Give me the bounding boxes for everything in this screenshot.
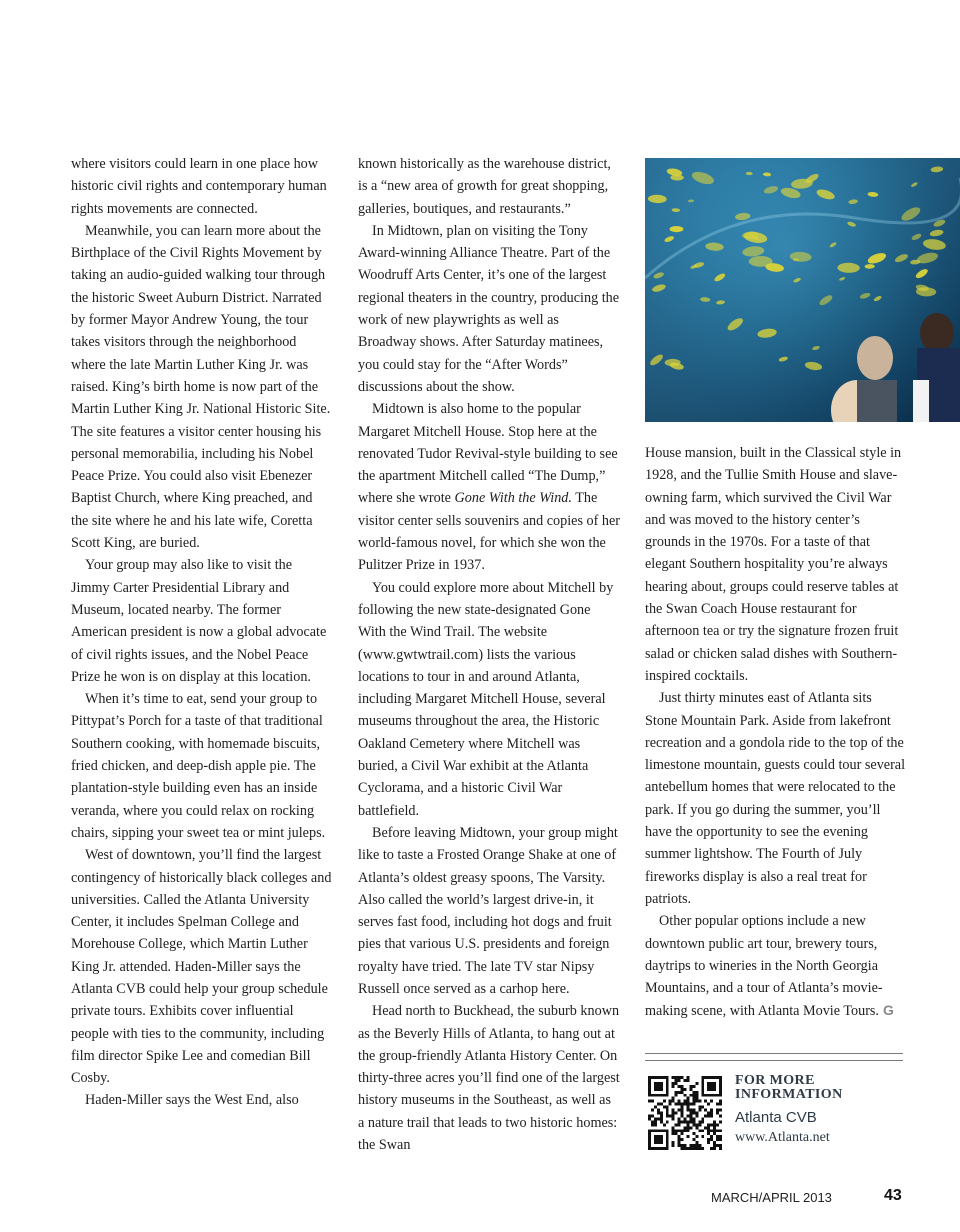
qr-module <box>716 1103 719 1106</box>
article-column-2 <box>358 153 620 1156</box>
issue-date: MARCH/APRIL 2013 <box>711 1190 832 1205</box>
qr-module <box>672 1114 675 1117</box>
qr-module <box>660 1120 663 1123</box>
qr-module <box>707 1141 710 1144</box>
qr-module <box>678 1100 681 1103</box>
paragraph: Haden-Miller says the West End, also <box>85 1092 299 1109</box>
info-heading-line: FOR MORE <box>735 1073 815 1088</box>
qr-module <box>710 1112 713 1115</box>
qr-module <box>710 1138 713 1141</box>
qr-module <box>686 1114 689 1117</box>
qr-module <box>695 1094 698 1097</box>
qr-module <box>692 1123 695 1126</box>
qr-module <box>716 1144 719 1147</box>
qr-module <box>704 1100 707 1103</box>
qr-module <box>672 1097 675 1100</box>
qr-module <box>678 1138 681 1141</box>
qr-module <box>651 1120 654 1123</box>
qr-module <box>678 1135 681 1138</box>
qr-module <box>707 1112 710 1115</box>
qr-module <box>660 1103 663 1106</box>
qr-module <box>701 1129 704 1132</box>
qr-module <box>713 1123 716 1126</box>
qr-module <box>689 1144 692 1147</box>
page-number: 43 <box>884 1187 902 1204</box>
qr-module <box>719 1135 722 1138</box>
qr-module <box>654 1117 657 1120</box>
qr-module <box>707 1103 710 1106</box>
qr-module <box>701 1120 704 1123</box>
qr-module <box>654 1082 663 1091</box>
qr-module <box>692 1091 695 1094</box>
qr-module <box>681 1147 684 1150</box>
qr-module <box>672 1082 675 1085</box>
visitor-body <box>857 380 897 422</box>
qr-module <box>684 1144 687 1147</box>
paragraph: In Midtown, plan on visiting the Tony Award-winning Alliance Theatre. Part of the Woodruff Arts Center, it’s one of the largest regional theaters in the country, producing the work of new playwrights as well as Broadway shows. After Saturday matinees, you could stay for the “After Words” discussions about the show. <box>358 222 620 395</box>
qr-module <box>672 1076 675 1079</box>
qr-module <box>716 1109 719 1112</box>
qr-module <box>681 1132 684 1135</box>
qr-module <box>654 1120 657 1123</box>
qr-module <box>716 1129 719 1132</box>
qr-module <box>698 1129 701 1132</box>
qr-module <box>660 1112 663 1115</box>
qr-module <box>692 1138 695 1141</box>
qr-module <box>675 1103 678 1106</box>
qr-module <box>672 1085 675 1088</box>
qr-module <box>713 1147 716 1150</box>
qr-module <box>675 1076 678 1079</box>
qr-module <box>669 1103 672 1106</box>
qr-module <box>684 1103 687 1106</box>
qr-module <box>707 1129 710 1132</box>
qr-module <box>684 1079 687 1082</box>
qr-module <box>698 1106 701 1109</box>
qr-module <box>695 1141 698 1144</box>
fish <box>670 226 684 232</box>
qr-module <box>692 1097 695 1100</box>
qr-module <box>710 1114 713 1117</box>
qr-module <box>678 1141 681 1144</box>
qr-module <box>707 1082 716 1091</box>
qr-module <box>698 1109 701 1112</box>
visitor-sleeve <box>913 380 929 422</box>
paragraph-text: Other popular options include a new downtown public art tour, brewery tours, daytrips to wineries in the North Georgia Mountains, and a tour of Atlanta’s movie-making scene, with Atlanta Movie Tours. <box>645 913 883 1020</box>
qr-module <box>684 1100 687 1103</box>
qr-module <box>681 1088 684 1091</box>
qr-module <box>686 1147 689 1150</box>
qr-module <box>686 1100 689 1103</box>
qr-module <box>692 1100 695 1103</box>
qr-module <box>719 1100 722 1103</box>
qr-module <box>657 1103 660 1106</box>
qr-module <box>692 1109 695 1112</box>
qr-module <box>704 1126 707 1129</box>
qr-module <box>713 1129 716 1132</box>
paragraph: When it’s time to eat, send your group to Pittypat’s Porch for a taste of that traditional Southern cooking, with homemade biscuits, fried chicken, and deep-dish apple pie. The plantation-style building even has an inside veranda, where you could relax on rocking chairs, sipping your sweet tea or mint juleps. <box>71 691 326 841</box>
qr-module <box>675 1079 678 1082</box>
qr-module <box>681 1144 684 1147</box>
qr-module <box>701 1147 704 1150</box>
qr-module <box>707 1132 710 1135</box>
qr-module <box>672 1112 675 1115</box>
qr-module <box>681 1085 684 1088</box>
info-heading <box>735 1074 915 1102</box>
qr-module <box>713 1141 716 1144</box>
qr-module <box>684 1117 687 1120</box>
qr-module <box>695 1091 698 1094</box>
article-column-3 <box>645 442 907 1023</box>
qr-module <box>707 1138 710 1141</box>
qr-module <box>704 1114 707 1117</box>
paragraph: Meanwhile, you can learn more about the Birthplace of the Civil Rights Movement by taking an audio-guided walking tour through the historic Sweet Auburn District. Narrated by former Mayor Andrew Young, the tour takes visitors through the neighborhood where the late Martin Luther King Jr. was raised. King’s birth home is now part of the Martin Luther King Jr. National Historic Site. The site features a visitor center housing his personal memorabilia, including his Nobel Peace Prize. You could also visit Ebenezer Baptist Church, where King preached, and the site where he and his late wife, Coretta Scott King, are buried. <box>71 222 331 552</box>
qr-module <box>678 1123 681 1126</box>
qr-module <box>692 1094 695 1097</box>
visitor-head <box>920 313 954 353</box>
qr-module <box>666 1120 669 1123</box>
qr-module <box>704 1109 707 1112</box>
qr-module <box>681 1120 684 1123</box>
qr-module <box>681 1106 684 1109</box>
more-info-box <box>648 1074 908 1154</box>
paragraph-text: Midtown is also home to the popular Margaret Mitchell House. Stop here at the renovated Tudor Revival-style building to see the apartment Mitchell called “The Dump,” where she wrote <box>358 401 618 507</box>
qr-module <box>692 1132 695 1135</box>
qr-module <box>719 1138 722 1141</box>
qr-module <box>666 1109 669 1112</box>
qr-module <box>681 1076 684 1079</box>
qr-module <box>678 1144 681 1147</box>
qr-module <box>689 1112 692 1115</box>
qr-module <box>707 1126 710 1129</box>
qr-module <box>719 1109 722 1112</box>
qr-module <box>666 1106 669 1109</box>
qr-module <box>716 1112 719 1115</box>
aquarium-photo <box>645 158 960 422</box>
qr-module <box>692 1117 695 1120</box>
paragraph: Head north to Buckhead, the suburb known as the Beverly Hills of Atlanta, to hang out at the group-friendly Atlanta History Center. On thirty-three acres you’ll find one of the largest history museums in the Southeast, as well as a nature trail that leads to two historic homes: the Swan <box>358 1003 620 1154</box>
qr-module <box>698 1144 701 1147</box>
qr-module <box>672 1100 675 1103</box>
qr-module <box>657 1117 660 1120</box>
qr-module <box>686 1109 689 1112</box>
qr-module <box>695 1112 698 1115</box>
fish <box>749 256 773 267</box>
qr-module <box>695 1114 698 1117</box>
qr-module <box>686 1129 689 1132</box>
qr-module <box>689 1120 692 1123</box>
qr-module <box>719 1144 722 1147</box>
qr-module <box>689 1126 692 1129</box>
qr-module <box>686 1097 689 1100</box>
qr-module <box>651 1123 654 1126</box>
qr-module <box>684 1120 687 1123</box>
qr-module <box>675 1123 678 1126</box>
qr-module <box>675 1094 678 1097</box>
qr-module <box>663 1123 666 1126</box>
qr-module <box>660 1117 663 1120</box>
qr-module <box>710 1123 713 1126</box>
aquarium-illustration <box>645 158 960 422</box>
qr-module <box>689 1117 692 1120</box>
qr-module <box>648 1114 651 1117</box>
divider-rule <box>645 1053 903 1061</box>
qr-module <box>686 1123 689 1126</box>
paragraph <box>358 398 620 576</box>
qr-module <box>654 1123 657 1126</box>
qr-module <box>695 1100 698 1103</box>
qr-module <box>689 1147 692 1150</box>
qr-module <box>698 1100 701 1103</box>
qr-module <box>719 1103 722 1106</box>
qr-module <box>681 1129 684 1132</box>
qr-module <box>678 1129 681 1132</box>
qr-module <box>684 1129 687 1132</box>
qr-module <box>672 1117 675 1120</box>
qr-module <box>692 1103 695 1106</box>
qr-module <box>675 1112 678 1115</box>
organization-name: Atlanta CVB <box>735 1109 817 1126</box>
qr-module <box>698 1147 701 1150</box>
qr-module <box>701 1106 704 1109</box>
paragraph: West of downtown, you’ll find the largest contingency of historically black colleges and universities. Called the Atlanta University Center, it includes Spelman College and Morehouse College, which Martin Luther King Jr. attended. Haden-Miller says the Atlanta CVB could help your group schedule private tours. Exhibits cover influential people with ties to the community, including film director Spike Lee and comedian Bill Cosby. <box>71 847 332 1087</box>
paragraph: known historically as the warehouse district, is a “new area of growth for great shopping, galleries, boutiques, and restaurants.” <box>358 156 611 217</box>
qr-module <box>689 1114 692 1117</box>
qr-module <box>672 1144 675 1147</box>
paragraph-text: The visitor center sells souvenirs and copies of her world-famous novel, for which she won the Pulitzer Prize in 1937. <box>358 490 621 574</box>
qr-module <box>701 1117 704 1120</box>
website-link[interactable]: www.Atlanta.net <box>735 1130 830 1145</box>
qr-module <box>698 1123 701 1126</box>
paragraph <box>645 910 907 1022</box>
qr-module <box>672 1109 675 1112</box>
qr-module <box>663 1100 666 1103</box>
qr-module <box>681 1109 684 1112</box>
qr-module <box>666 1112 669 1115</box>
qr-module <box>678 1103 681 1106</box>
qr-module <box>716 1135 719 1138</box>
qr-module <box>710 1100 713 1103</box>
qr-module <box>675 1082 678 1085</box>
qr-module <box>695 1097 698 1100</box>
qr-module <box>675 1132 678 1135</box>
qr-module <box>672 1141 675 1144</box>
qr-module <box>651 1114 654 1117</box>
book-title: Gone With the Wind. <box>454 490 572 507</box>
qr-module <box>681 1103 684 1106</box>
qr-module <box>719 1114 722 1117</box>
qr-module <box>701 1135 704 1138</box>
qr-module <box>681 1138 684 1141</box>
qr-module <box>710 1109 713 1112</box>
qr-module <box>695 1123 698 1126</box>
qr-module <box>678 1079 681 1082</box>
qr-module <box>713 1120 716 1123</box>
qr-module <box>672 1129 675 1132</box>
paragraph: Your group may also like to visit the Jimmy Carter Presidential Library and Museum, located nearby. The former American president is now a global advocate of civil rights issues, and the Nobel Peace Prize he won is on display at this location. <box>71 557 327 685</box>
qr-module <box>669 1100 672 1103</box>
qr-module <box>689 1109 692 1112</box>
qr-module <box>678 1076 681 1079</box>
qr-module <box>654 1135 663 1144</box>
qr-module <box>686 1135 689 1138</box>
paragraph: where visitors could learn in one place how historic civil rights and contemporary human rights movements are connected. <box>71 156 327 217</box>
qr-module <box>710 1135 713 1138</box>
qr-module <box>672 1132 675 1135</box>
qr-module <box>648 1100 651 1103</box>
qr-module <box>651 1100 654 1103</box>
water-shading <box>645 158 960 422</box>
qr-module <box>660 1114 663 1117</box>
qr-module <box>689 1085 692 1088</box>
qr-module <box>695 1147 698 1150</box>
qr-module <box>695 1126 698 1129</box>
qr-module <box>713 1144 716 1147</box>
article-column-1 <box>71 153 333 1112</box>
paragraph: You could explore more about Mitchell by following the new state-designated Gone With the Wind Trail. The website (www.gwtwtrail.com) lists the various locations to tour in and around Atlanta, including Margaret Mitchell House, several museums throughout the area, the Historic Oakland Cemetery where Mitchell was buried, a Civil War exhibit at the Atlanta Cyclorama, and a historic Civil War battlefield. <box>358 579 614 819</box>
info-heading-line: INFORMATION <box>735 1087 843 1102</box>
qr-module <box>719 1147 722 1150</box>
qr-module <box>692 1144 695 1147</box>
qr-module <box>684 1094 687 1097</box>
qr-module <box>672 1126 675 1129</box>
qr-module <box>692 1147 695 1150</box>
qr-module <box>675 1129 678 1132</box>
qr-module <box>710 1129 713 1132</box>
qr-module <box>716 1123 719 1126</box>
qr-module <box>719 1129 722 1132</box>
end-of-article-mark: G <box>882 1002 894 1019</box>
qr-module <box>692 1120 695 1123</box>
qr-module <box>689 1094 692 1097</box>
qr-module <box>707 1114 710 1117</box>
qr-module <box>686 1106 689 1109</box>
qr-module <box>681 1114 684 1117</box>
qr-module <box>654 1106 657 1109</box>
qr-code-icon[interactable] <box>648 1076 722 1150</box>
qr-module <box>719 1120 722 1123</box>
qr-module <box>692 1112 695 1115</box>
qr-module <box>681 1112 684 1115</box>
qr-module <box>713 1132 716 1135</box>
qr-module <box>678 1109 681 1112</box>
qr-module <box>648 1117 651 1120</box>
qr-module <box>663 1106 666 1109</box>
qr-module <box>651 1109 654 1112</box>
qr-module <box>686 1079 689 1082</box>
qr-module <box>657 1112 660 1115</box>
paragraph: Just thirty minutes east of Atlanta sits Stone Mountain Park. Aside from lakefront recreation and a gondola ride to the top of the limestone mountain, guests could tour several antebellum homes that were relocated to the park. If you go during the summer, you’ll have the opportunity to see the evening summer lightshow. The Fourth of July fireworks display is also a real treat for patriots. <box>645 690 906 907</box>
qr-module <box>716 1138 719 1141</box>
qr-module <box>686 1120 689 1123</box>
qr-module <box>678 1085 681 1088</box>
qr-module <box>684 1147 687 1150</box>
qr-module <box>681 1091 684 1094</box>
paragraph: Before leaving Midtown, your group might like to taste a Frosted Orange Shake at one of Atlanta’s oldest greasy spoons, The Varsity. Also called the world’s largest drive-in, it serves fast food, including hot dogs and fruit pies that various U.S. presidents and foreign royalty have tried. The late TV star Nipsy Russell once served as a carhop here. <box>358 824 618 997</box>
qr-module <box>713 1126 716 1129</box>
qr-module <box>695 1144 698 1147</box>
qr-module <box>707 1123 710 1126</box>
qr-module <box>657 1109 660 1112</box>
qr-module <box>710 1147 713 1150</box>
qr-module <box>678 1091 681 1094</box>
qr-module <box>695 1082 698 1085</box>
qr-module <box>678 1120 681 1123</box>
qr-module <box>698 1120 701 1123</box>
qr-module <box>692 1085 695 1088</box>
qr-module <box>669 1114 672 1117</box>
qr-module <box>678 1117 681 1120</box>
qr-module <box>686 1126 689 1129</box>
qr-module <box>689 1103 692 1106</box>
qr-module <box>686 1103 689 1106</box>
qr-module <box>686 1076 689 1079</box>
visitor-head <box>857 336 893 380</box>
qr-module <box>675 1091 678 1094</box>
qr-module <box>684 1088 687 1091</box>
paragraph: House mansion, built in the Classical style in 1928, and the Tullie Smith House and slave-owning farm, which survived the Civil War and was moved to the history center’s grounds in the 1970s. For a taste of that elegant Southern hospitality you’re always hearing about, groups could reserve tables at the Swan Coach House restaurant for afternoon tea or try the signature frozen fruit salad or chicken salad dishes with Southern-inspired cocktails. <box>645 445 902 684</box>
qr-module <box>689 1088 692 1091</box>
qr-module <box>666 1114 669 1117</box>
qr-module <box>684 1126 687 1129</box>
qr-module <box>695 1135 698 1138</box>
